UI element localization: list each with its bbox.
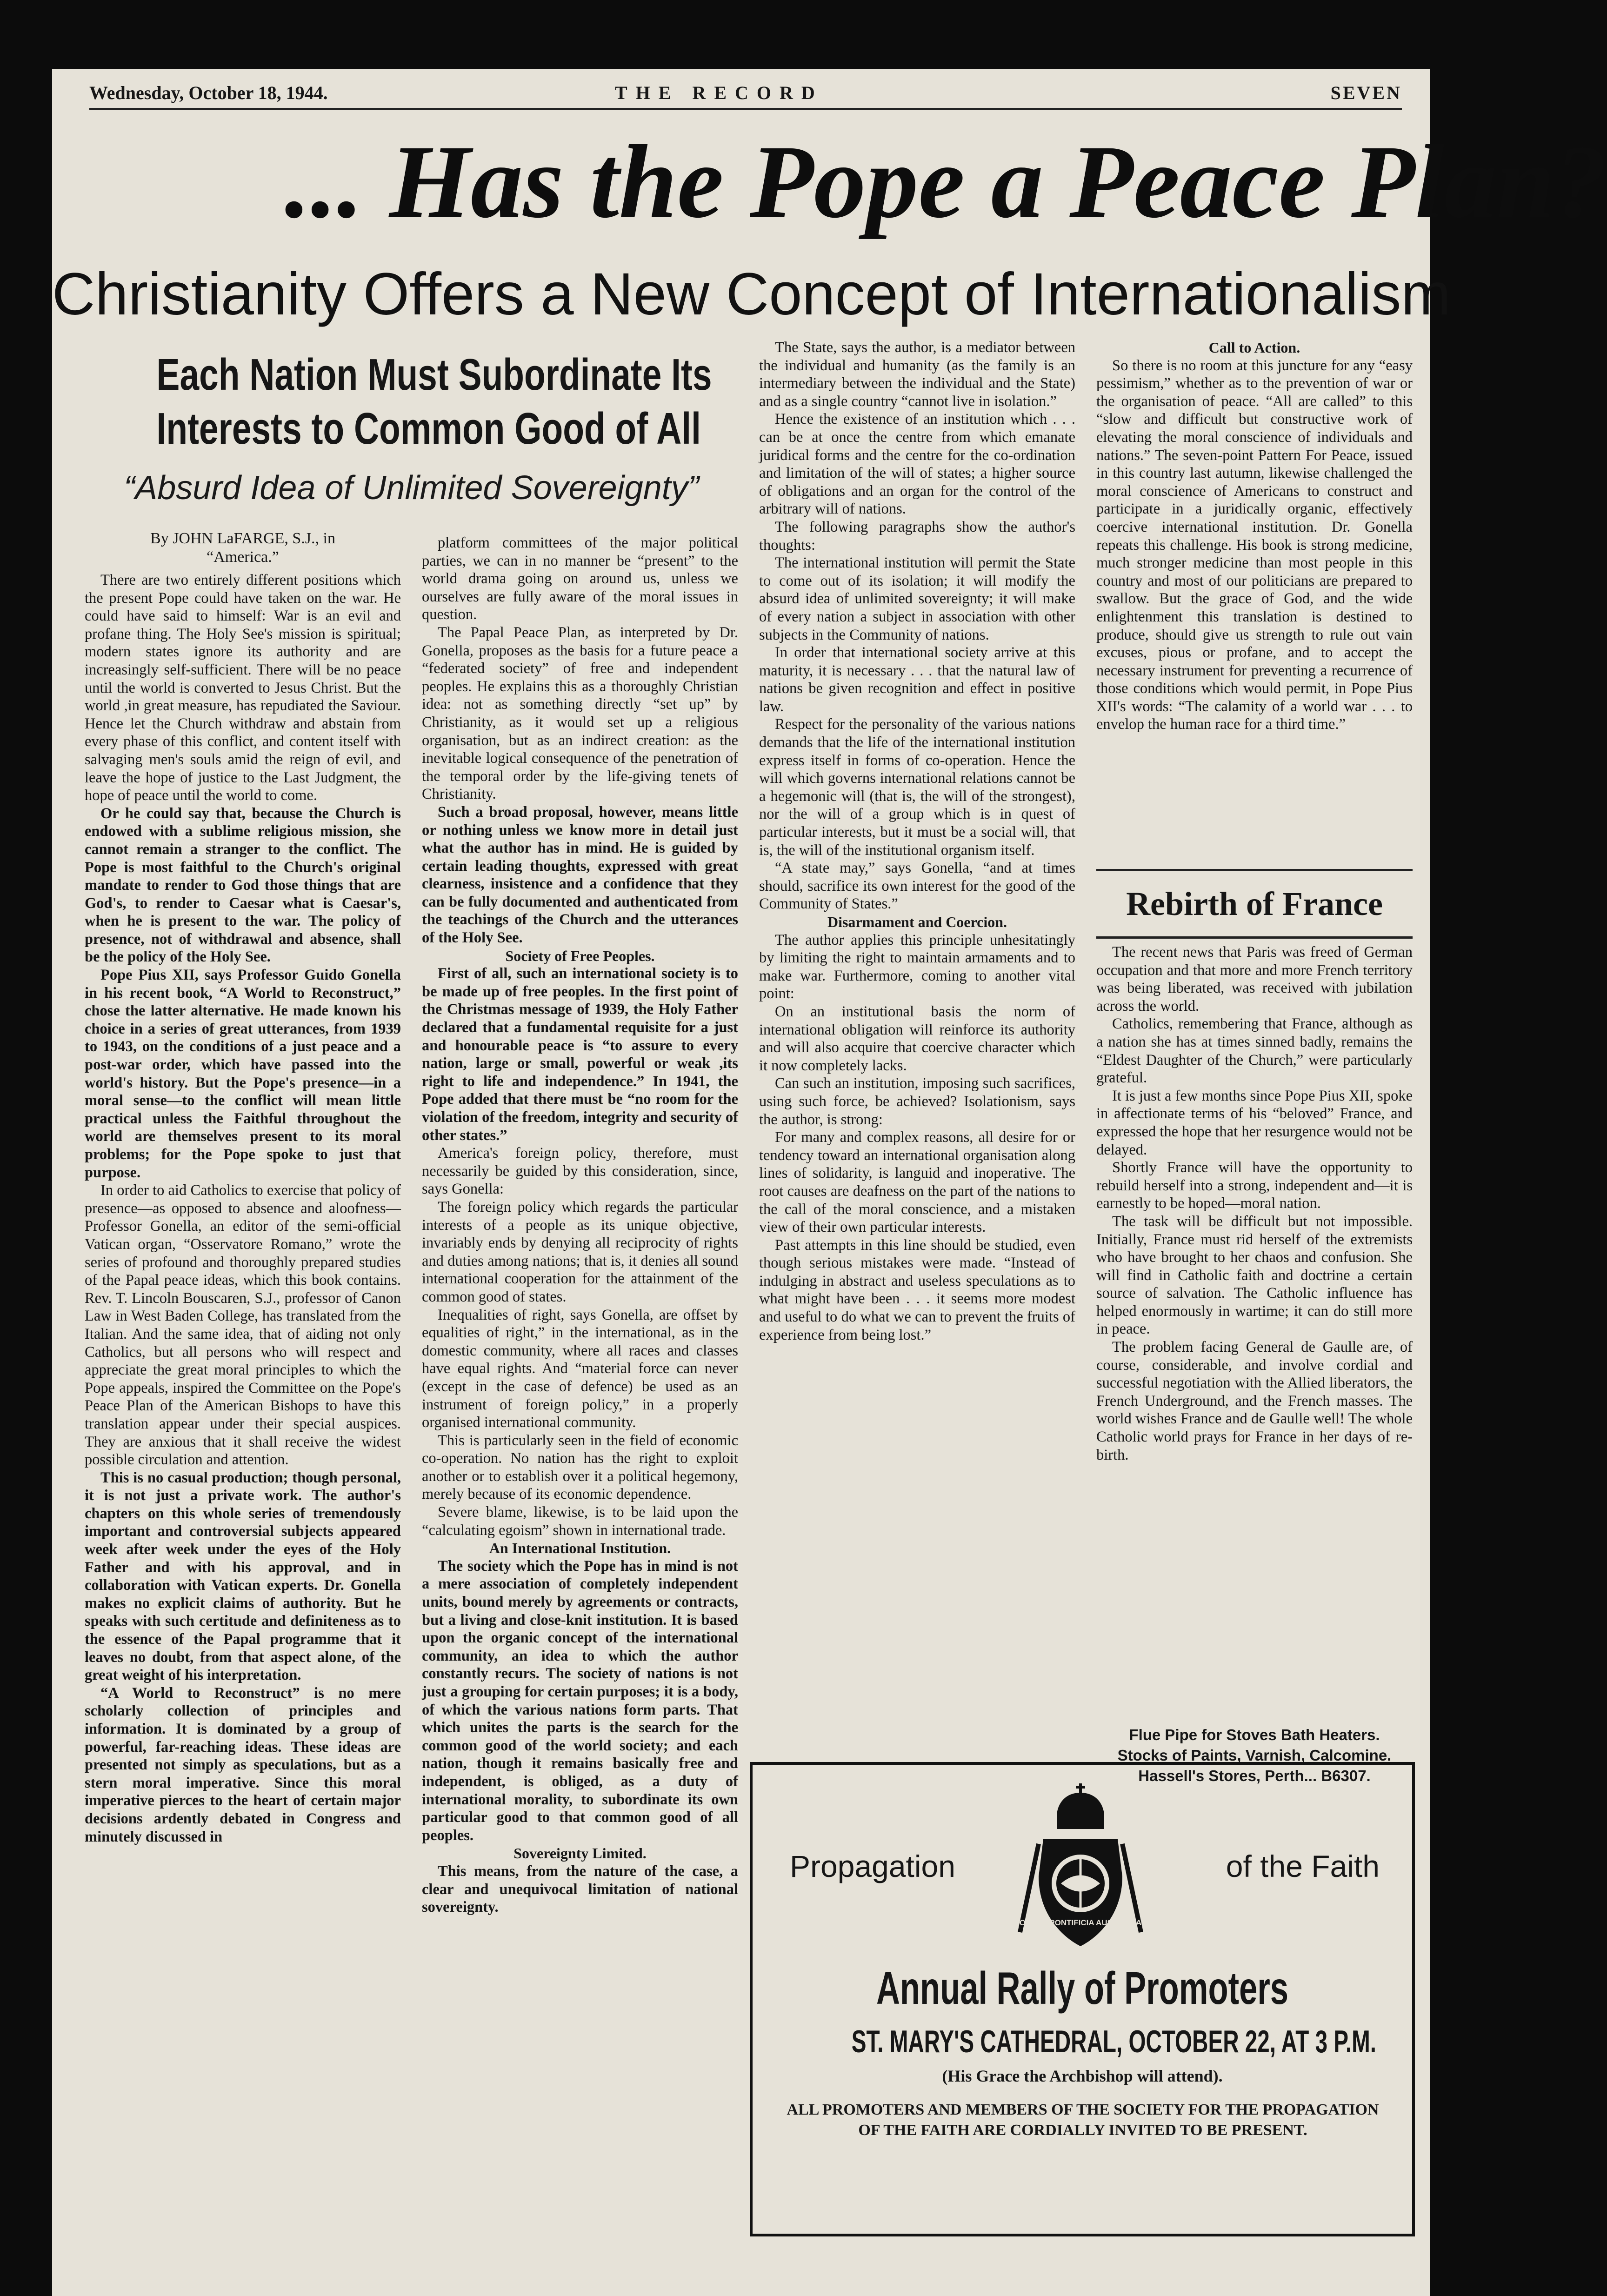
issue-date: Wednesday, October 18, 1944. [89,82,328,103]
main-headline: ... Has the Pope a Peace Plan? [285,123,1607,240]
deck-line-1: Each Nation Must Subordinate Its [156,350,712,400]
paragraph: The society which the Pope has in mind is not a mere association of completely independent units, bound merely by agreements or contracts, but a living and close-knit institution. It is based upon the organic concept of the international community, an idea to which the author constantly recurs. The society of nations is not just a grouping for certain purposes; it is a body, of which the various nations form parts. That which unites the parts is the search for the common good of the world society; and each nation, though it remains basically free and independent, is obliged, as a duty of international morality, to subordinate its own particular good to that common good of all peoples. [422,1557,738,1844]
byline [85,529,401,567]
paragraph: On an institutional basis the norm of international obligation will reinforce its authority and will also acquire that coercive character which it now completely lacks. [759,1003,1075,1074]
paragraph: In order to aid Catholics to exercise that policy of presence—as opposed to absence and aloofness—Professor Gonella, an editor of the semi-official Vatican organ, “Osservatore Romano,” wrote the series of profound and thoroughly prepared studies of the Papal peace ideas, which this book contains. Rev. T. Lincoln Bouscaren, S.J., professor of Canon Law in West Baden College, has translated from the Italian. And the same idea, that of aiding not only Catholics, but all persons who will respect and appreciate the great moral principles to which the Pope appeals, inspired the Committee on the Pope's Peace Plan of the American Bishops to have this translation appear under their special auspices. They are anxious that it shall receive the widest possible circulation and attention. [85,1182,401,1468]
rally-title: Annual Rally of Promoters [876,1962,1289,2014]
paper-name: THE RECORD [615,82,823,103]
masthead [89,82,1402,110]
paragraph: For many and complex reasons, all desire for or tendency toward an international organisation along lines of solidarity, is languid and inoperative. The root causes are deafness on the part of the nations to the call of the moral conscience, and a mistaken view of their own particular interests. [759,1129,1075,1236]
paragraph: Hence the existence of an institution which . . . can be at once the centre from which emanate juridical forms and the centre for the co-ordination and limitation of the will of states; a higher source of obligations and an organ for the control of the arbitrary will of nations. [759,411,1075,518]
paragraph: Pope Pius XII, says Professor Guido Gonella in his recent book, “A World to Reconstruct,” chose the latter alternative. He made known his choice in a series of great utterances, from 1939 to 1943, on the conditions of a just peace and a post-war order, which have passed into the world's history. But the Pope's presence—in a moral sense—to the conflict will mean little practical unless the Faithful throughout the world are themselves present to its moral problems; for the Pope spoke to just that purpose. [85,967,401,1181]
rally-note: (His Grace the Archbishop will attend). [942,2067,1223,2085]
subhead-free-peoples: Society of Free Peoples. [505,947,655,964]
paragraph: America's foreign policy, therefore, must necessarily be guided by this consideration, since, says Gonella: [422,1145,738,1198]
subhead-sovereignty: Sovereignty Limited. [513,1845,647,1862]
paragraph: The recent news that Paris was freed of German occupation and that more and more French territory was being liberated, was received with jubilation across the world. [1096,944,1413,1015]
paragraph: In order that international society arrive at this maturity, it is necessary . . . that the natural law of nations be given recognition and effect in positive law. [759,644,1075,715]
ad-line: Hassell's Stores, Perth... B6307. [1138,1767,1371,1784]
ad-right-text: of the Faith [1226,1849,1380,1883]
article-column-2 [422,534,738,1916]
papal-emblem-icon [1011,1783,1150,1960]
paragraph: The following paragraphs show the author's thoughts: [759,518,1075,554]
rebirth-column [1096,943,1413,1464]
paragraph: The author applies this principle unhesitatingly by limiting the right to maintain armaments and to make war. Furthermore, coming to another vital point: [759,931,1075,1002]
paragraph: Catholics, remembering that France, although as a nation she has at times sinned badly, remains the “Eldest Daughter of the Church,” were particularly grateful. [1096,1015,1413,1087]
page-number: SEVEN [1330,82,1402,103]
paragraph: First of all, such an international society is to be made up of free peoples. In the first point of the Christmas message of 1939, the Holy Father declared that a fundamental requisite for a just and honourable peace is “to assure to every nation, large or small, powerful or weak ,its right to life and independence.” In 1941, the Pope added that there must be “no room for the violation of the freedom, integrity and security of other states.” [422,965,738,1144]
ad-line: Stocks of Paints, Varnish, Calcomine. [1117,1747,1392,1764]
byline-author: By JOHN LaFARGE, S.J., in [150,530,335,547]
paragraph: Such a broad proposal, however, means little or nothing unless we know more in detail just what the author has in mind. He is guided by certain leading thoughts, expressed with great clearness, insistence and a confidence that they can be fully documented and authenticated from the teachings of the Church and the utterances of the Holy See. [422,803,738,947]
paragraph: platform committees of the major political parties, we can in no manner be “present” to the world drama going on around us, unless we ourselves are fully aware of the moral issues in question. [422,534,738,623]
subhead-disarmament: Disarmament and Coercion. [827,914,1007,930]
paragraph: This is no casual production; though personal, it is not just a private work. The author's chapters on this whole series of tremendously important and controversial subjects appeared week after week under the eyes of the Holy Father and with his approval, and in collaboration with Vatican experts. Dr. Gonella makes no explicit claims of authority. But he speaks with such certitude and definiteness as to the essence of the Papal programme that it leaves no doubt, from that aspect alone, of the great weight of his interpretation. [85,1469,401,1684]
rebirth-heading [1096,869,1413,939]
paragraph: Past attempts in this line should be studied, even though serious mistakes were made. “Instead of indulging in abstract and useless speculations as to what might have been . . . it seems more modest and useful to do what we can to prevent the fruits of experience from being lost.” [759,1236,1075,1343]
newspaper-page [52,69,1607,2296]
ad-line: Flue Pipe for Stoves Bath Heaters. [1129,1726,1380,1743]
paragraph: Inequalities of right, says Gonella, are offset by equalities of right,” in the international, as in the domestic community, where all races and classes have equal rights. And “material force can never (except in the case of defence) be used as an instrument of foreign policy,” in a properly organised international community. [422,1306,738,1431]
paragraph: So there is no room at this juncture for any “easy pessimism,” whether as to the prevention of war or the organisation of peace. “All are called” to this “slow and difficult but constructive work of elevating the moral conscience of individuals and nations.” The seven-point Pattern For Peace, issued in this country last autumn, likewise challenged the moral conscience of Americans to construct and participate in a juridically organic, effectively coercive international institution. Dr. Gonella repeats this challenge. His book is strong medicine, much stronger medicine than most people in this country and most of our politicians are prepared to swallow. But the grace of God, and the wide enlightenment this translation is destined to produce, should give us strength to rule out vain excuses, pious or profane, and to accept the necessary instrument for preventing a recurrence of those conditions which would permit, in Pope Pius XII's words: “The calamity of a world war . . . to envelop the human race for a third time.” [1096,357,1413,733]
paragraph: Severe blame, likewise, is to be laid upon the “calculating egoism” shown in international trade. [422,1504,738,1539]
deck-headline [156,348,712,456]
paragraph: Or he could say that, because the Church is endowed with a sublime religious mission, she cannot remain a stranger to the conflict. The Pope is most faithful to the Church's original mandate to render to God those things that are God's, to render to Caesar what is Caesar's, when he is present to the war. The policy of presence, not of withdrawal and absence, shall be the policy of the Holy See. [85,805,401,966]
article-column-1 [85,571,401,1846]
subhead-call: Call to Action. [1208,339,1300,356]
paragraph: “A state may,” says Gonella, “and at times should, sacrifice its own interest for the good of the Community of States.” [759,860,1075,913]
paragraph: “A World to Reconstruct” is no mere scholarly collection of principles and information. It is dominated by a group of powerful, far-reaching ideas. These ideas are presented not simply as speculations, but as a stern moral imperative. Since this moral imperative pierces to the heart of certain major decisions ardently debated in Congress and minutely discussed in [85,1684,401,1845]
paragraph: This is particularly seen in the field of economic co-operation. No nation has the right to exploit another or to establish over it a political hegemony, merely because of its economic dependence. [422,1432,738,1503]
svg-text:OPERA PONTIFICIA AUSTRALIA: OPERA PONTIFICIA AUSTRALIA [1019,1918,1142,1927]
paragraph: Respect for the personality of the various nations demands that the life of the international institution express itself in forms of co-operation. Hence the will which governs international relations cannot be a hegemonic will (that is, the will of the strongest), nor the will of a group which is in quest of particular interests, but it must be a social will, that is, the will of the institutional organism itself. [759,716,1075,859]
paragraph: There are two entirely different positions which the present Pope could have taken on the war. He could have said to himself: War is an evil and profane thing. The Holy See's mission is spiritual; modern states ignore its authority and are increasingly self-sufficient. There will be no peace until the world is converted to Jesus Christ. But the world ,in great measure, has repudiated the Saviour. Hence let the Church withdraw and abstain from every phase of this conflict, and content itself with salvaging men's souls amid the reign of evil, and leave the hope of justice to the Last Judgment, the hope of peace until the world to come. [85,572,401,804]
paragraph: The task will be difficult but not impossible. Initially, France must rid herself of the extremists who have brought to her chaos and confusion. She will find in Catholic faith and doctrine a certain source of salvation. The Catholic influence has helped enormously in wartime; it can do still more in peace. [1096,1213,1413,1338]
rally-invitation: ALL PROMOTERS AND MEMBERS OF THE SOCIETY FOR THE PROPAGATION OF THE FAITH ARE CORDIALLY INVITED TO BE PRESENT. [787,2101,1379,2139]
paragraph: The foreign policy which regards the particular interests of a people as its unique objective, invariably ends by denying all reciprocity of rights and duties among nations; that is, it denies all sound international cooperation for the attainment of the common good of states. [422,1198,738,1305]
paragraph: Can such an institution, imposing such sacrifices, using such force, be achieved? Isolationism, says the author, is strong: [759,1075,1075,1128]
subhead-institution: An International Institution. [489,1540,671,1557]
paragraph: It is just a few months since Pope Pius XII, spoke in affectionate terms of his “beloved” France, and expressed the hope that her resurgence would not be delayed. [1096,1087,1413,1158]
deck-quote: “Absurd Idea of Unlimited Sovereignty” [124,469,699,507]
paragraph: This means, from the nature of the case, a clear and unequivocal limitation of national sovereignty. [422,1862,738,1916]
paragraph: The State, says the author, is a mediator between the individual and humanity (as the family is an intermediary between the individual and the State) and as a single country “cannot live in isolation.” [759,339,1075,410]
subheadline: Christianity Offers a New Concept of Internationalism [52,261,1451,327]
paragraph: The Papal Peace Plan, as interpreted by Dr. Gonella, proposes as the basis for a future peace a “federated society” of free and independent peoples. He explains this as a thoroughly Christian idea: not as something directly “set up” by Christianity, as it would set up a religious organisation, but as an indirect creation: as the inevitable logical consequence of the penetration of the temporal order by the life-giving tenets of Christianity. [422,624,738,803]
ad-left-text: Propagation [790,1849,955,1883]
rally-location: ST. MARY'S CATHEDRAL, OCTOBER 22, AT 3 P.M. [851,2024,1377,2059]
article-column-4 [1096,339,1413,734]
paragraph: The international institution will permit the State to come out of its isolation; it will modify the absurd idea of unlimited sovereignty; it will make of every nation a subject in association with other subjects in the Community of nations. [759,554,1075,643]
deck-line-2: Interests to Common Good of All [156,404,701,454]
propagation-advertisement [750,1762,1415,2236]
paragraph: Shortly France will have the opportunity to rebuild herself into a strong, independent and—it is earnestly to be hoped—moral nation. [1096,1159,1413,1212]
rebirth-title: Rebirth of France [1126,885,1383,922]
byline-source: “America.” [207,548,279,566]
paragraph: The problem facing General de Gaulle are, of course, considerable, and involve cordial and successful negotiation with the Allied liberators, the French Underground, and the French masses. The world wishes France and de Gaulle well! The whole Catholic world prays for France in her days of re-birth. [1096,1339,1413,1463]
article-column-3 [759,339,1075,1344]
